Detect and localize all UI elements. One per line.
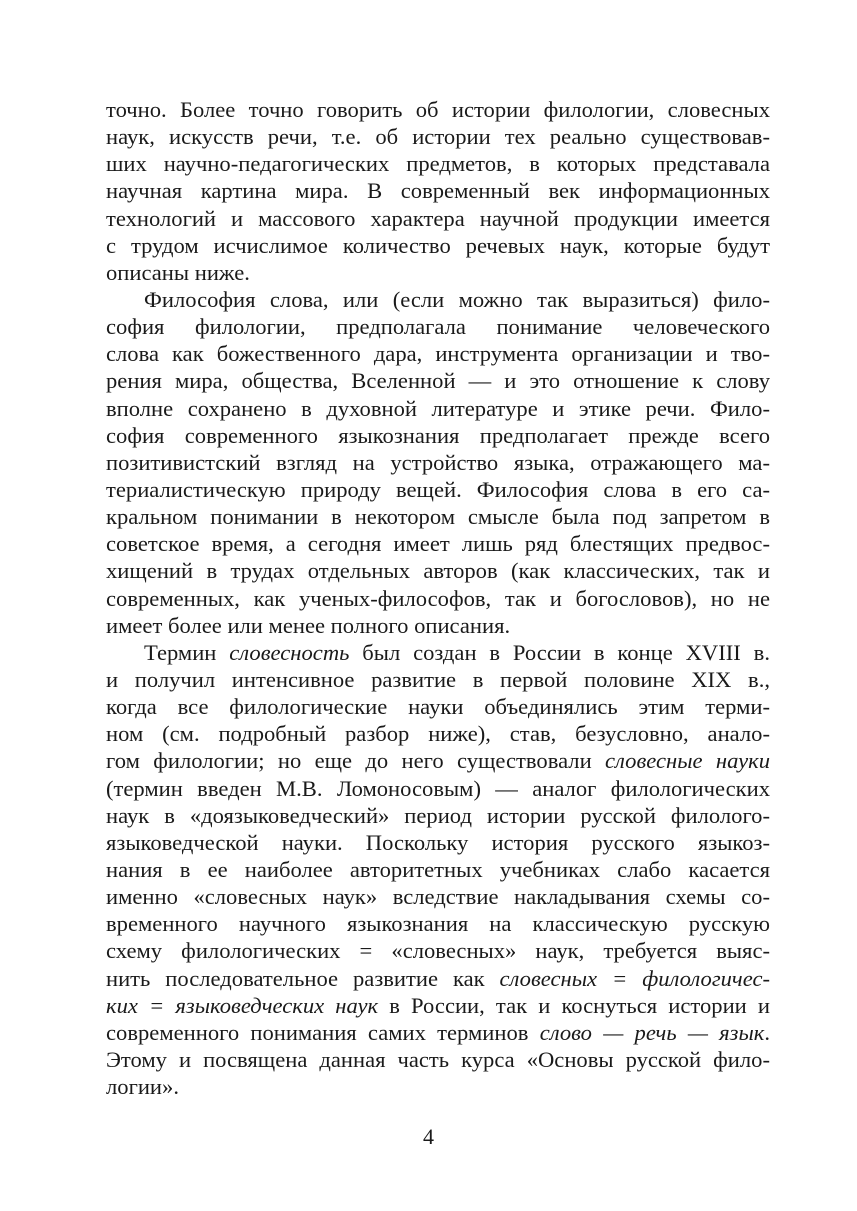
text-line [106,177,770,204]
text-line [106,937,770,964]
text-line [106,150,770,177]
text-line [106,395,770,422]
text-line [106,1019,770,1046]
text-segment: кральном понимании в некотором смысле была под запретом в [106,504,770,530]
text-segment: Этому и посвящена данная часть курса «Основы русской фило- [106,1046,770,1072]
text-line [106,747,770,774]
text-line [106,286,770,313]
text-segment: наук в «доязыковедческий» период истории русской филолого- [106,802,770,828]
italic-term: ких = языковедческих наук [106,992,379,1018]
text-line [106,205,770,232]
text-line [106,123,770,150]
body-text [106,96,770,1100]
text-segment: когда все филологические науки объединялись этим терми- [106,694,770,720]
paragraph [106,96,770,286]
text-segment: временного научного языкознания на классическую русскую [106,911,770,937]
text-segment: современного понимания самих терминов [106,1019,540,1045]
text-line [106,693,770,720]
text-line [106,422,770,449]
text-line [106,1073,770,1100]
italic-term: словесных = филологичес- [499,965,770,991]
text-segment: современных, как ученых-философов, так и богословов), но не [106,585,770,611]
text-line [106,639,770,666]
text-line [106,340,770,367]
text-line [106,883,770,910]
text-line [106,965,770,992]
text-line [106,557,770,584]
text-segment: Философия слова, или (если можно так выразиться) фило- [144,286,770,312]
text-line [106,313,770,340]
page-number: 4 [423,1124,434,1149]
text-segment: имеет более или менее полного описания. [106,612,511,638]
text-line [106,910,770,937]
text-segment: языковедческой науки. Поскольку история русского языкоз- [106,829,770,855]
text-line [106,856,770,883]
text-segment: софия современного языкознания предполагает прежде всего [106,422,770,448]
text-segment: описаны ниже. [106,259,250,285]
text-line [106,1046,770,1073]
text-line [106,503,770,530]
text-segment: (термин введен М.В. Ломоносовым) — аналог филологических [106,775,770,801]
text-line [106,530,770,557]
text-line [106,775,770,802]
text-line [106,666,770,693]
text-segment: технологий и массового характера научной продукции имеется [106,205,770,231]
text-segment: советское время, а сегодня имеет лишь ряд блестящих предвос- [106,531,770,557]
text-line [106,802,770,829]
text-segment: гом филологии; но еще до него существовали [106,748,605,774]
text-segment: . [764,1019,771,1045]
text-line [106,585,770,612]
text-segment: научная картина мира. В современный век информационных [106,178,770,204]
text-segment: был создан в России в конце XVIII в. [349,639,770,665]
text-segment: позитивистский взгляд на устройство языка, отражающего ма- [106,449,770,475]
text-segment: и получил интенсивное развитие в первой половине XIX в., [106,666,770,692]
text-line [106,232,770,259]
text-segment: териалистическую природу вещей. Философия слова в его са- [106,476,770,502]
text-line [106,612,770,639]
text-segment: наук, искусств речи, т.е. об истории тех реально существовав- [106,124,770,150]
text-segment: софия филологии, предполагала понимание человеческого [106,314,770,340]
text-segment: точно. Более точно говорить об истории филологии, словесных [106,97,770,122]
paragraph [106,286,770,639]
text-segment: слова как божественного дара, инструмента организации и тво- [106,341,770,367]
text-line [106,96,770,123]
italic-term: словесность [229,639,350,665]
text-line [106,259,770,286]
text-segment: ших научно-педагогических предметов, в которых представала [106,151,770,177]
text-segment: логии». [106,1074,179,1100]
text-segment: нания в ее наиболее авторитетных учебниках слабо касается [106,856,770,882]
text-segment: вполне сохранено в духовной литературе и этике речи. Фило- [106,395,770,421]
text-segment: нить последовательное развитие как [106,965,500,991]
text-line [106,720,770,747]
text-segment: именно «словесных наук» вследствие накладывания схемы со- [106,884,770,910]
text-segment: ном (см. подробный разбор ниже), став, безусловно, анало- [106,721,770,747]
text-line [106,476,770,503]
italic-term: слово — речь — язык [539,1019,765,1045]
text-segment: с трудом исчислимое количество речевых наук, которые будут [106,232,770,258]
text-line [106,829,770,856]
text-segment: схему филологических = «словесных» наук, требуется выяс- [106,938,770,964]
paragraph [106,639,770,1100]
text-segment: Термин [144,639,230,665]
italic-term: словесные науки [605,748,770,774]
text-line [106,992,770,1019]
text-line [106,449,770,476]
text-segment: в России, так и коснуться истории и [378,992,770,1018]
text-segment: рения мира, общества, Вселенной — и это отношение к слову [106,368,770,394]
text-line [106,367,770,394]
text-segment: хищений в трудах отдельных авторов (как классических, так и [106,558,770,584]
